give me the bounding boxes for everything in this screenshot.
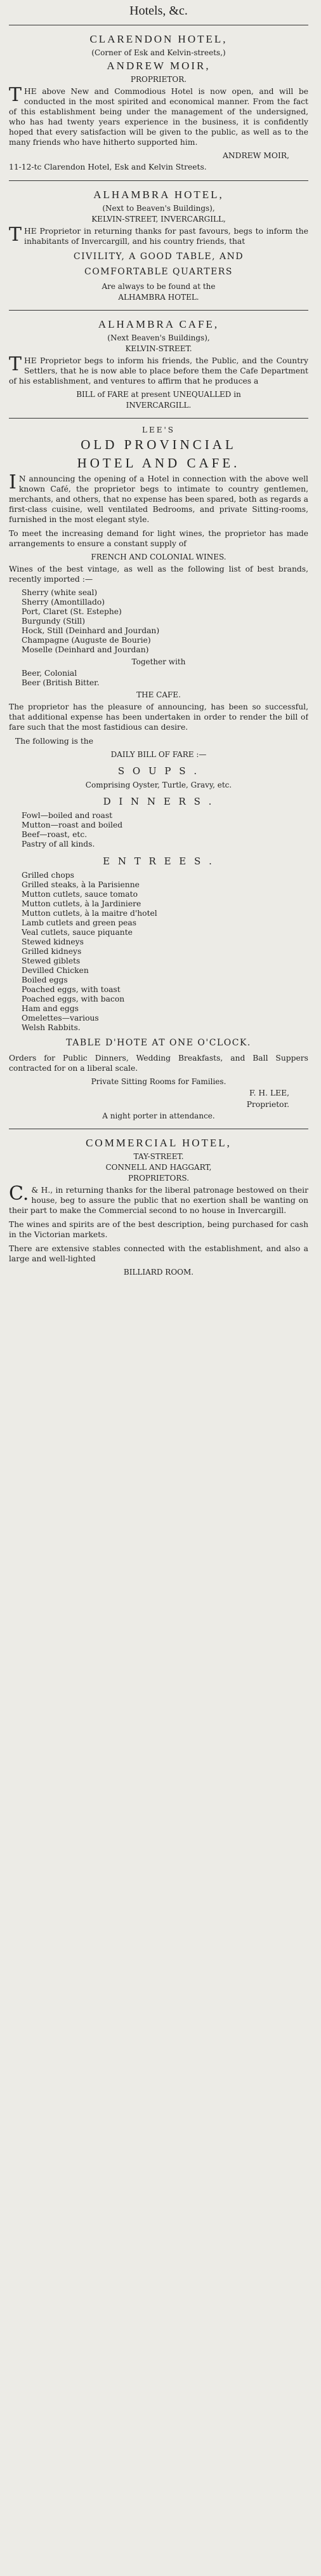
commercial-billiard: BILLIARD ROOM. bbox=[123, 1268, 194, 1277]
list-item: Hock, Still (Deinhard and Jourdan) bbox=[22, 626, 160, 635]
commercial-ad bbox=[9, 1134, 308, 1278]
clarendon-address: (Corner of Esk and Kelvin-streets,) bbox=[91, 48, 226, 57]
commercial-body-2: The wines and spirits are of the best description, being purchased for cash in the Victorian markets. bbox=[9, 1220, 308, 1239]
divider bbox=[9, 310, 308, 311]
alhambra-cafe-bill: BILL of FARE at present UNEQUALLED in bbox=[76, 390, 241, 399]
list-item: Champagne (Auguste de Bourie) bbox=[22, 636, 151, 645]
alhambra-headline-1: CIVILITY, A GOOD TABLE, AND bbox=[73, 252, 244, 262]
alhambra-hotel-note: (Next to Beaven's Buildings), bbox=[102, 204, 215, 213]
list-item: Moselle (Deinhard and Jourdan) bbox=[22, 645, 149, 654]
soups-text: Comprising Oyster, Turtle, Gravy, etc. bbox=[85, 781, 232, 789]
list-item: Burgundy (Still) bbox=[22, 617, 86, 626]
table-dhote: TABLE D'HOTE AT ONE O'CLOCK. bbox=[66, 1038, 251, 1048]
divider bbox=[9, 418, 308, 419]
alhambra-hotel-line: Are always to be found at the bbox=[102, 282, 216, 291]
commercial-body-3: There are extensive stables connected with the establishment, and also a large and well-lighted bbox=[9, 1244, 308, 1263]
clarendon-sign-name: ANDREW MOIR, bbox=[223, 151, 289, 160]
cafe-heading: THE CAFE. bbox=[136, 690, 181, 699]
lees-intro: IN announcing the opening of a Hotel in connection with the above well known Café, the proprietor begs to intimate to country gentlemen, merchants, and others, that no expense has been spared, both as regards a first-class cuisine, well ventilated Bedrooms, and private Sitting-rooms, furnished in the most elegant style. bbox=[9, 471, 308, 524]
lees-private: Private Sitting Rooms for Families. bbox=[91, 1077, 226, 1086]
list-item: Port, Claret (St. Estephe) bbox=[22, 607, 122, 616]
lees-sign-role: Proprietor. bbox=[246, 1100, 289, 1109]
list-item: Beer (British Bitter. bbox=[22, 678, 100, 687]
lees-title-1: OLD PROVINCIAL bbox=[81, 437, 237, 452]
list-item: Fowl—boiled and roast bbox=[22, 811, 113, 820]
list-item: Poached eggs, with toast bbox=[22, 985, 121, 994]
lees-wines-text: Wines of the best vintage, as well as the following list of best brands, recently imported :— bbox=[9, 565, 308, 584]
list-item: Ham and eggs bbox=[22, 1004, 79, 1013]
commercial-owners: CONNELL AND HAGGART, bbox=[105, 1163, 212, 1172]
lees-owner: LEE'S bbox=[141, 426, 175, 434]
list-item: Sherry (Amontillado) bbox=[22, 598, 105, 607]
alhambra-hotel-title: ALHAMBRA HOTEL, bbox=[93, 189, 224, 201]
list-item: Grilled kidneys bbox=[22, 947, 82, 956]
list-item: Poached eggs, with bacon bbox=[22, 995, 125, 1003]
clarendon-proprietor-name: ANDREW MOIR, bbox=[107, 60, 211, 72]
alhambra-cafe-note: (Next Beaven's Buildings), bbox=[107, 333, 210, 342]
soups-heading: S O U P S . bbox=[117, 765, 200, 777]
list-item: Mutton cutlets, à la Jardiniere bbox=[22, 899, 141, 908]
list-item: Omelettes—various bbox=[22, 1014, 99, 1023]
daily-bill: DAILY BILL OF FARE :— bbox=[110, 750, 207, 759]
clarendon-body: THE above New and Commodious Hotel is now open, and will be conducted in the most spirited and economical manner. From the fact of this establishment being under the management of the undersigned, who has had twenty years experience in the business, it is confidently hoped that every satisfaction will be given to the public, as well as to the many friends who have hitherto supported him. bbox=[9, 84, 308, 147]
list-item: Stewed kidneys bbox=[22, 937, 84, 946]
list-item: Mutton cutlets, sauce tomato bbox=[22, 890, 138, 899]
newspaper-page bbox=[0, 4, 321, 2576]
alhambra-hotel-address: KELVIN-STREET, INVERCARGILL, bbox=[91, 215, 226, 224]
alhambra-cafe-address: KELVIN-STREET. bbox=[125, 344, 192, 353]
lees-wine-intro: To meet the increasing demand for light wines, the proprietor has made arrangements to ensure a constant supply of bbox=[9, 529, 308, 548]
list-item: Grilled steaks, à la Parisienne bbox=[22, 880, 140, 889]
commercial-address: TAY-STREET. bbox=[133, 1152, 184, 1161]
alhambra-cafe-title: ALHAMBRA CAFE, bbox=[98, 318, 219, 330]
list-item: Mutton cutlets, à la maitre d'hotel bbox=[22, 909, 157, 918]
lees-night-porter: A night porter in attendance. bbox=[102, 1111, 215, 1120]
commercial-body: C.& H., in returning thanks for the liberal patronage bestowed on their house, beg to assure the public that no exertion shall be wanting on their part to make the Commercial second to no house in Invercargill. bbox=[9, 1183, 308, 1215]
section-header: Hotels, &c. bbox=[129, 4, 188, 18]
lees-title-2: HOTEL AND CAFE. bbox=[77, 455, 240, 471]
list-item: Grilled chops bbox=[22, 871, 74, 880]
clarendon-proprietor-label: PROPRIETOR. bbox=[130, 75, 187, 84]
commercial-title: COMMERCIAL HOTEL, bbox=[86, 1137, 232, 1149]
lees-following: The following is the bbox=[15, 737, 93, 746]
lees-together: Together with bbox=[131, 657, 186, 666]
commercial-owners-label: PROPRIETORS. bbox=[128, 1174, 190, 1183]
alhambra-hotel-ad bbox=[9, 186, 308, 304]
lees-wines-heading: FRENCH AND COLONIAL WINES. bbox=[91, 553, 226, 561]
list-item: Boiled eggs bbox=[22, 976, 68, 984]
alhambra-headline-2: COMFORTABLE QUARTERS bbox=[84, 267, 233, 277]
alhambra-cafe-body: THE Proprietor begs to inform his friends, the Public, and the Country Settlers, that he is now able to place before them the Cafe Department of his establishment, and ventures to affirm that he produces a bbox=[9, 353, 308, 386]
entrees-list bbox=[22, 871, 308, 1033]
list-item: Pastry of all kinds. bbox=[22, 840, 95, 849]
lees-ad bbox=[9, 424, 308, 1122]
dinners-list bbox=[22, 811, 308, 849]
list-item: Devilled Chicken bbox=[22, 966, 89, 975]
wine-list bbox=[22, 588, 308, 655]
beer-list bbox=[22, 669, 308, 688]
alhambra-hotel-body: THE Proprietor in returning thanks for past favours, begs to inform the inhabitants of Invercargill, and his country friends, that bbox=[9, 224, 308, 246]
dinners-heading: D I N N E R S . bbox=[103, 796, 214, 807]
clarendon-ad bbox=[9, 30, 308, 174]
list-item: Lamb cutlets and green peas bbox=[22, 918, 137, 927]
list-item: Stewed giblets bbox=[22, 956, 81, 965]
list-item: Beef—roast, etc. bbox=[22, 830, 88, 839]
list-item: Veal cutlets, sauce piquante bbox=[22, 928, 133, 937]
clarendon-sign-line: 11-12-tc Clarendon Hotel, Esk and Kelvin Streets. bbox=[9, 163, 207, 171]
lees-sign-name: F. H. LEE, bbox=[249, 1089, 289, 1097]
alhambra-cafe-city: INVERCARGILL. bbox=[126, 401, 192, 410]
list-item: Beer, Colonial bbox=[22, 669, 77, 678]
divider bbox=[9, 180, 308, 181]
alhambra-cafe-ad bbox=[9, 316, 308, 412]
entrees-heading: E N T R E E S . bbox=[103, 855, 214, 867]
list-item: Mutton—roast and boiled bbox=[22, 821, 123, 829]
clarendon-title: CLARENDON HOTEL, bbox=[89, 33, 228, 45]
alhambra-hotel-footer: ALHAMBRA HOTEL. bbox=[118, 293, 199, 302]
list-item: Sherry (white seal) bbox=[22, 588, 98, 597]
cafe-text: The proprietor has the pleasure of announcing, has been so successful, that additional expense has been undertaken in order to render the bill of fare such that the most fastidious can desire. bbox=[9, 702, 308, 732]
list-item: Welsh Rabbits. bbox=[22, 1023, 81, 1032]
lees-orders: Orders for Public Dinners, Wedding Breakfasts, and Ball Suppers contracted for on a liberal scale. bbox=[9, 1054, 308, 1073]
